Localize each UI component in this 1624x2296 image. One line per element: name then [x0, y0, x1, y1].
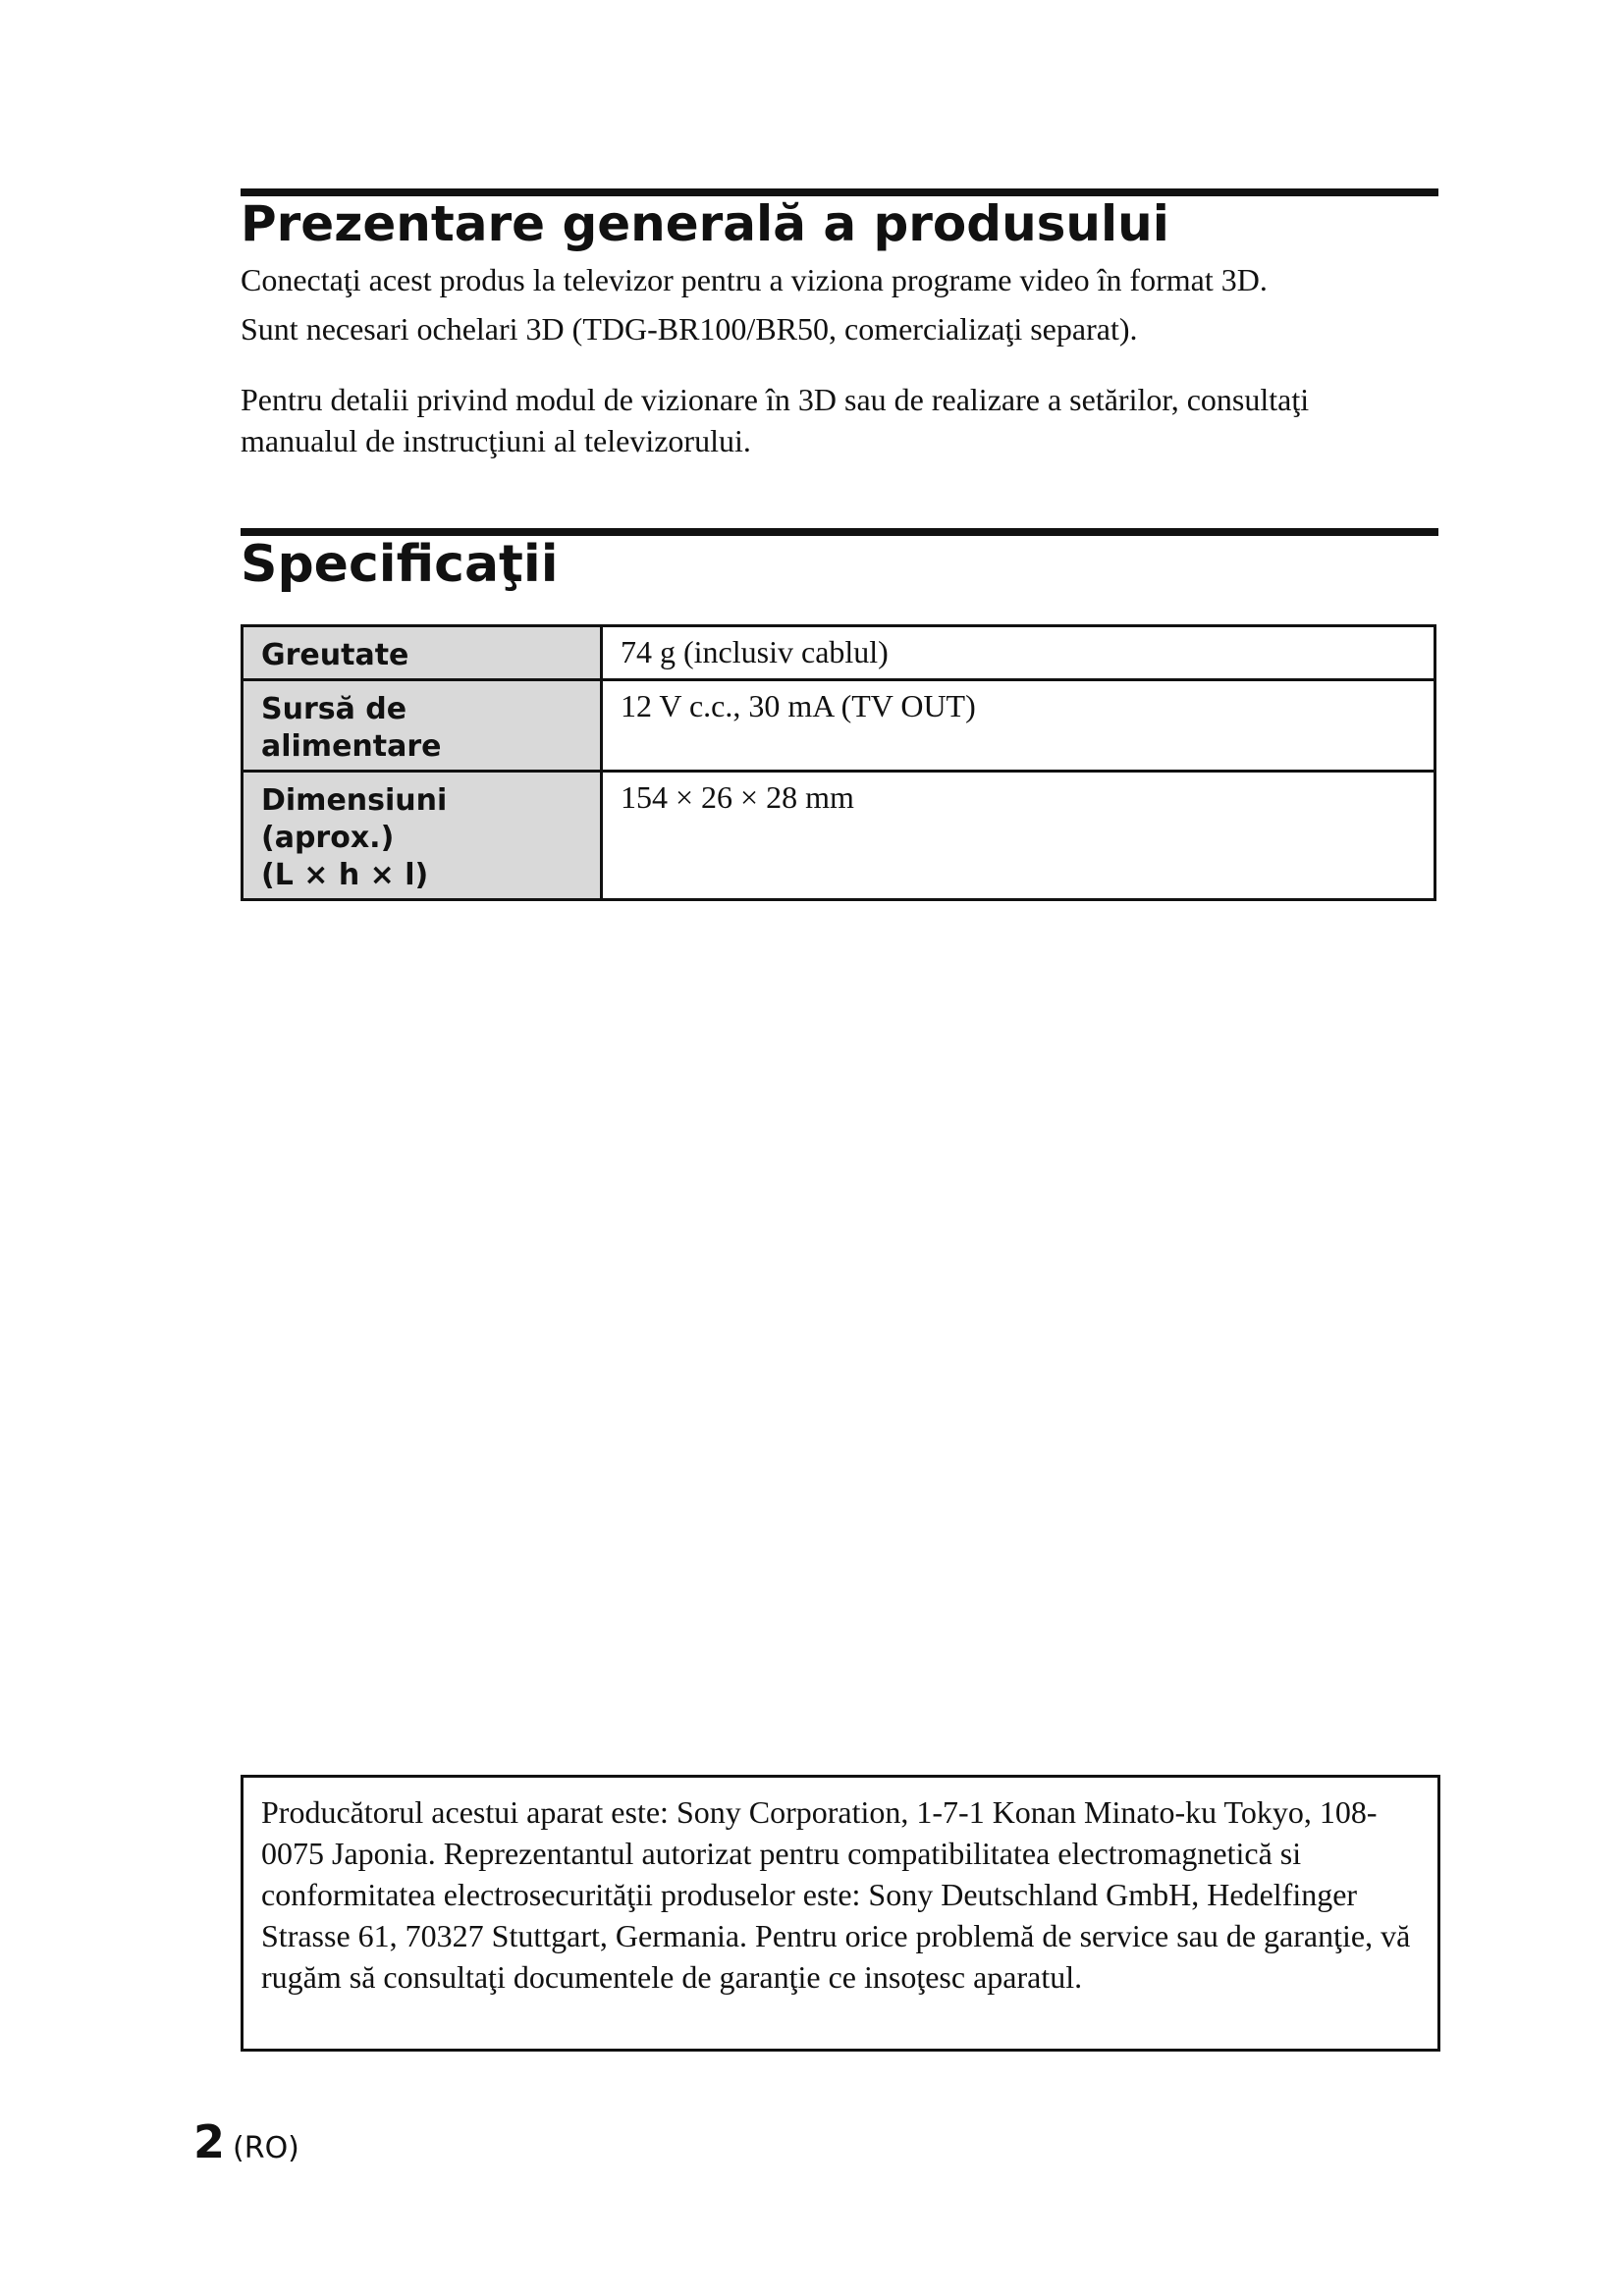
spec-value-power: 12 V c.c., 30 mA (TV OUT) [602, 680, 1435, 772]
spec-value-weight: 74 g (inclusiv cablul) [602, 626, 1435, 680]
spec-label-dimensions-line-2: (L × h × l) [261, 858, 429, 892]
overview-heading: Prezentare generală a produsului [241, 195, 1169, 252]
spec-row-weight [243, 626, 1435, 680]
spec-table [241, 624, 1436, 901]
page-number [193, 2115, 299, 2168]
spec-label-dimensions-line-1: Dimensiuni (aprox.) [261, 783, 448, 855]
overview-paragraph-2: Pentru detalii privind modul de vizionare în 3D sau de realizare a setărilor, consultaţi manualul de instrucţiuni al televizorului. [241, 382, 1310, 458]
manufacturer-notice-text: Producătorul acestui aparat este: Sony Corporation, 1-7-1 Konan Minato-ku Tokyo, 108-0075 Japonia. Reprezentantul autorizat pentru compatibilitatea electromagnetică si conformitatea electrosecurităţii produselor este: Sony Deutschland GmbH, Hedelfinger Strasse 61, 70327 Stuttgart, Germania. Pentru orice problemă de service sau de garanţie, vă rugăm să consultaţi documentele de garanţie ce insoţesc aparatul. [261, 1794, 1411, 1995]
spec-label-power: Sursă de alimentare [243, 680, 602, 772]
spec-label-dimensions [243, 772, 602, 900]
overview-line-2: Sunt necesari ochelari 3D (TDG-BR100/BR50, comercializaţi separat). [241, 311, 1138, 347]
spec-label-weight: Greutate [243, 626, 602, 680]
specs-heading: Specificaţii [241, 535, 559, 594]
page-number-value: 2 [193, 2115, 226, 2168]
page-language-code: (RO) [233, 2131, 299, 2165]
spec-row-dimensions [243, 772, 1435, 900]
spec-value-dimensions: 154 × 26 × 28 mm [602, 772, 1435, 900]
manufacturer-notice [241, 1775, 1440, 2052]
spec-row-power [243, 680, 1435, 772]
overview-line-1: Conectaţi acest produs la televizor pentru a viziona programe video în format 3D. [241, 262, 1268, 297]
